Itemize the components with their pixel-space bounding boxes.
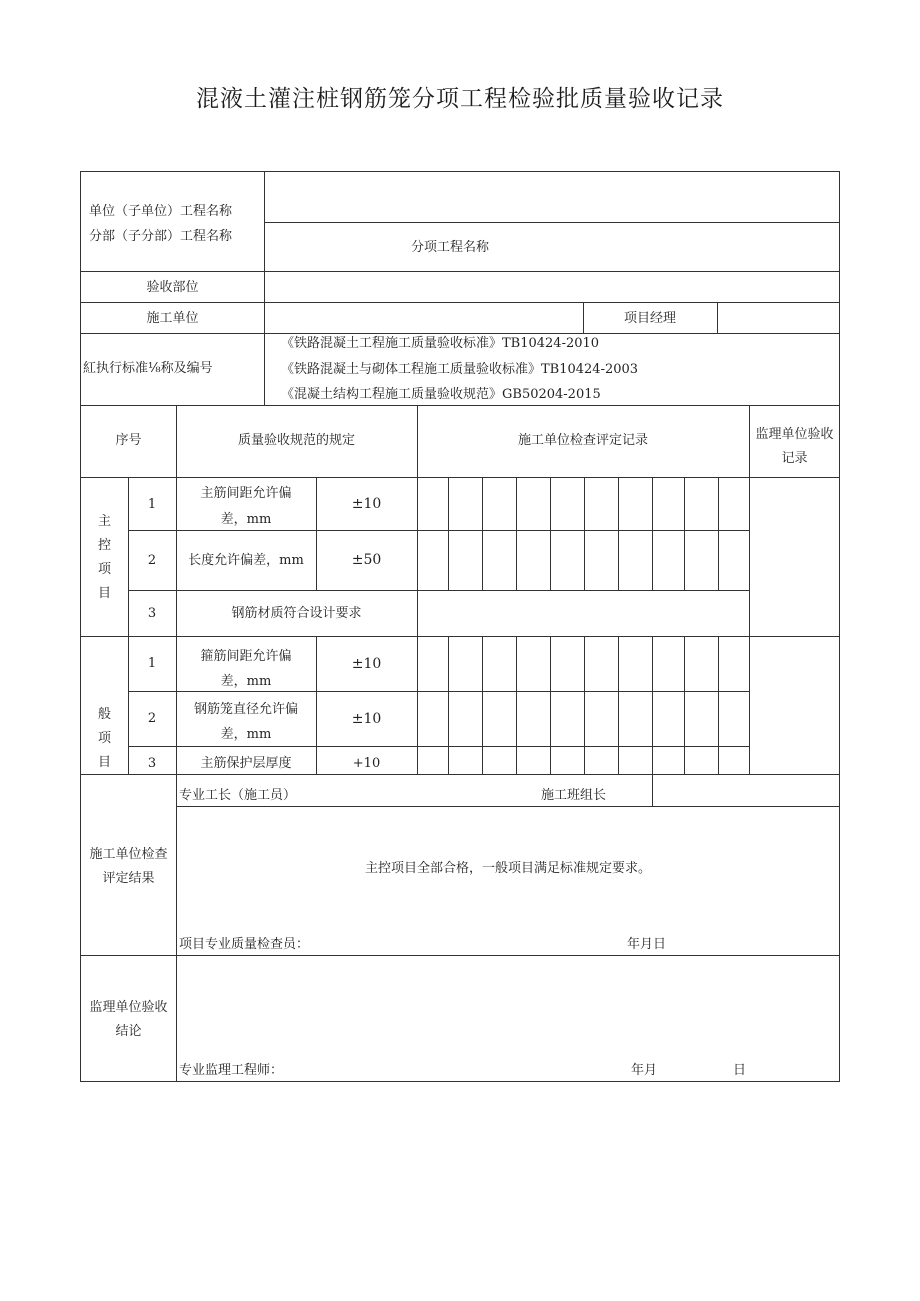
line: [482, 636, 483, 774]
row-value: +10: [352, 756, 381, 771]
line: [448, 636, 449, 774]
line: [584, 477, 585, 590]
row-value: ±50: [351, 552, 382, 568]
line: [81, 955, 840, 956]
line: [584, 636, 585, 774]
main-items-label-char: 项: [97, 562, 111, 577]
row-desc: 长度允许偏差，mm: [188, 553, 304, 568]
standards-label: 紅执行标准⅛称及编号: [83, 361, 213, 376]
supervisor-engineer-label: 专业监理工程师：: [179, 1063, 284, 1078]
row-value: ±10: [351, 496, 382, 512]
contractor-result-label: 评定结果: [102, 871, 155, 886]
team-leader-label: 施工班组长: [541, 788, 607, 803]
line: [516, 636, 517, 774]
row-desc: 差，mm: [220, 512, 272, 527]
line: [718, 477, 719, 590]
line: [128, 691, 749, 692]
line: [128, 746, 749, 747]
contractor-date-label: 年月日: [627, 937, 667, 952]
line: [550, 477, 551, 590]
row-number: 1: [147, 497, 157, 512]
inspector-label: 项目专业质量检查员：: [179, 937, 310, 952]
row-desc: 主筋保护层厚度: [200, 756, 292, 771]
supervisor-date-year-month: 年月: [631, 1063, 658, 1078]
line: [618, 636, 619, 774]
project-manager-label: 项目经理: [623, 311, 676, 326]
row-number: 2: [147, 553, 157, 568]
unit-project-label: 单位（子单位）工程名称: [89, 204, 233, 219]
line: [81, 333, 840, 334]
line: [417, 405, 418, 774]
line: [550, 636, 551, 774]
contractor-conclusion: 主控项目全部合格，一般项目满足标准规定要求。: [364, 861, 651, 876]
main-items-label-char: 主: [97, 514, 111, 529]
row-number: 2: [147, 711, 157, 726]
line: [81, 774, 840, 775]
line: [176, 405, 177, 1082]
general-items-label-char: 目: [97, 755, 111, 770]
line: [482, 477, 483, 590]
row-number: 3: [147, 606, 157, 621]
contractor-label: 施工单位: [146, 311, 199, 326]
line: [176, 806, 840, 807]
row-desc: 钢筋材质符合设计要求: [231, 606, 362, 621]
line: [652, 636, 653, 774]
line: [684, 477, 685, 590]
general-items-label-char: 项: [97, 731, 111, 746]
row-desc: 差，mm: [220, 727, 272, 742]
col-supervisor-header: [749, 423, 840, 471]
row-number: 3: [147, 756, 157, 771]
contractor-result-label: 施工单位检查: [89, 847, 168, 862]
line: [81, 636, 840, 637]
line: [264, 172, 265, 405]
line: [684, 636, 685, 774]
line: [717, 302, 718, 333]
row-value: ±10: [351, 711, 382, 727]
col-record-header: 施工单位检查评定记录: [517, 433, 648, 448]
supervisor-result-label: 监理单位验收: [89, 1000, 168, 1015]
line: [128, 530, 749, 531]
line: [618, 477, 619, 590]
col-seq-header: 序号: [115, 433, 142, 448]
line: [316, 477, 317, 590]
division-label: 分部（子分部）工程名称: [89, 229, 233, 244]
subitem-label: 分项工程名称: [411, 240, 490, 255]
page-title: 混液土灌注桩钢筋笼分项工程检验批质量验收记录: [196, 86, 724, 112]
supervisor-result-label: 结论: [115, 1024, 142, 1039]
line: [81, 271, 840, 272]
main-items-label-char: 目: [97, 586, 111, 601]
row-desc: 主筋间距允许偏: [200, 486, 292, 501]
line: [81, 405, 840, 406]
acceptance-form: [80, 171, 840, 1082]
line: [81, 477, 840, 478]
line: [652, 477, 653, 590]
line: [516, 477, 517, 590]
row-desc: 箍筋间距允许偏: [200, 649, 292, 664]
line: [128, 477, 129, 774]
standard-item: 《铁路混凝土工程施工质量验收标准》TB10424-2010: [281, 336, 600, 351]
supervisor-date-day: 日: [733, 1063, 747, 1078]
col-supervisor-header-l1: 监理单位验收记录: [755, 427, 834, 466]
main-items-label-char: 控: [97, 538, 111, 553]
line: [81, 302, 840, 303]
standard-item: 《铁路混凝土与砌体工程施工质量验收标准》TB10424-2003: [281, 362, 639, 377]
col-spec-header: 质量验收规范的规定: [237, 433, 355, 448]
line: [264, 222, 840, 223]
row-number: 1: [147, 656, 157, 671]
general-items-label-char: 般: [97, 707, 111, 722]
line: [718, 636, 719, 774]
row-desc: 钢筋笼直径允许偏: [193, 702, 298, 717]
row-value: ±10: [351, 656, 382, 672]
standard-item: 《混凝土结构工程施工质量验收规范》GB50204-2015: [281, 387, 601, 402]
row-desc: 差，mm: [220, 674, 272, 689]
line: [448, 477, 449, 590]
acceptance-part-label: 验收部位: [146, 280, 199, 295]
line: [128, 590, 749, 591]
line: [652, 774, 653, 806]
foreman-label: 专业工长（施工员）: [179, 788, 297, 803]
